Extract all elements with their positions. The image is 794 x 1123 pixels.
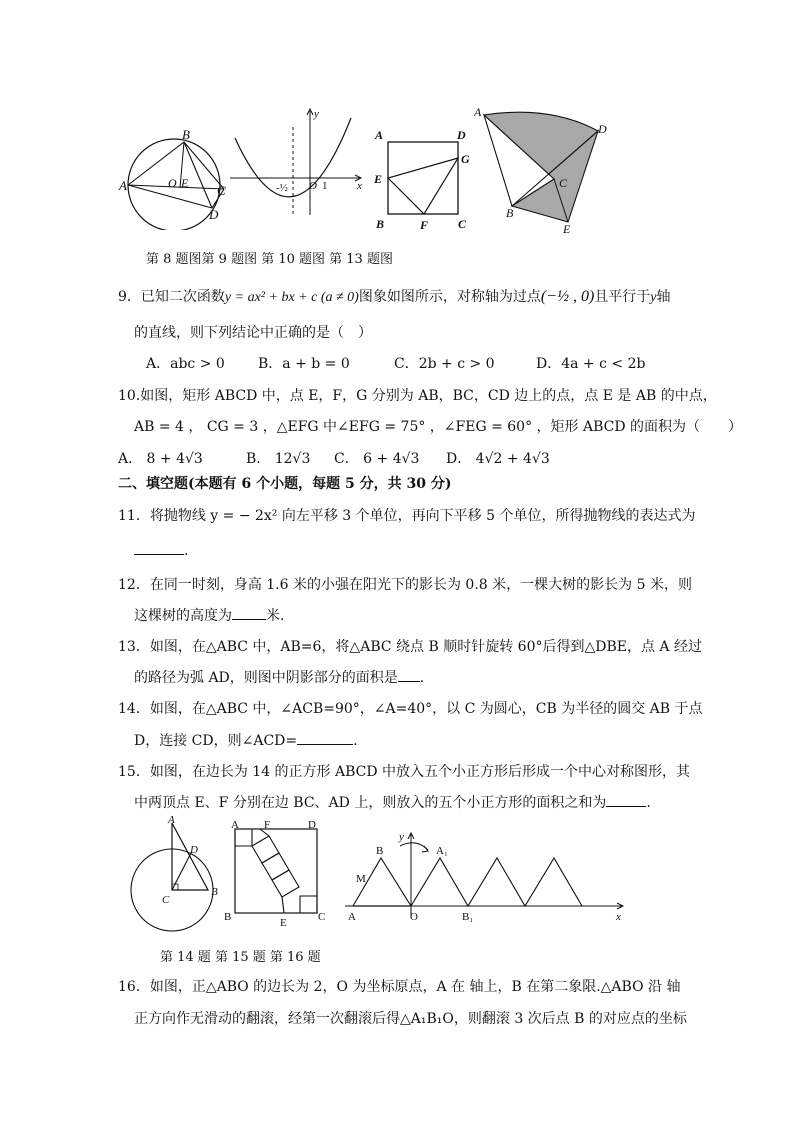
q16-line2: 正方向作无滑动的翻滚，经第一次翻滚后得△A₁B₁O，则翻滚 3 次后点 B 的对应点的坐标 — [134, 1011, 687, 1027]
fig16-label-B1: B₁ — [462, 911, 474, 923]
q9-line2: 的直线，则下列结论中正确的是（ ） — [134, 325, 372, 341]
q10-line2: AB = 4 ， CG = 3 ，△EFG 中∠EFG = 75° ，∠FEG = 60° ，矩形 ABCD 的面积为（ ） — [134, 419, 743, 435]
q9-option-a: A．abc > 0 — [146, 356, 225, 372]
fig16-label-A1: A₁ — [436, 845, 448, 857]
fig15-label-A: A — [231, 819, 239, 831]
q10-option-d: D． 4√2 + 4√3 — [446, 451, 550, 467]
q13-line1: 13．如图，在△ABC 中，AB=6，将△ABC 绕点 B 顺时针旋转 60°后得到△DBE，点 A 经过 — [118, 639, 702, 655]
q10-line1: 10.如图，矩形 ABCD 中，点 E，F，G 分别为 AB，BC，CD 边上的点，点 E 是 AB 的中点， — [118, 388, 717, 404]
fig8-label-E: E — [181, 176, 189, 190]
fig13-label-D: D — [598, 122, 607, 136]
fig10-label-C: C — [458, 217, 467, 231]
q15-line2: 中两顶点 E、F 分别在边 BC、AD 上，则放入的五个小正方形的面积之和为 . — [134, 795, 651, 811]
figure-16-rolling-triangle — [340, 828, 630, 923]
fig9-label-one: 1 — [322, 180, 328, 192]
fig14-label-B: B — [211, 886, 218, 898]
fig13-label-A: A — [474, 105, 482, 119]
fig14-label-D: D — [190, 844, 198, 856]
fig15-label-E: E — [280, 917, 287, 928]
fig9-label-origin: O — [309, 180, 317, 192]
section-2-heading: 二、填空题(本题有 6 个小题，每题 5 分，共 30 分) — [118, 476, 452, 492]
fig16-label-y: y — [399, 831, 404, 843]
figure-10-rectangle — [370, 128, 480, 233]
q9-option-d: D．4a + c < 2b — [536, 356, 646, 372]
caption-top-figures: 第 8 题图第 9 题图 第 10 题图 第 13 题图 — [146, 252, 393, 267]
fig10-label-F: F — [420, 218, 429, 232]
figure-8-circle — [118, 125, 230, 230]
figure-14-circle — [122, 815, 226, 935]
fig9-label-neg-half: -½ — [276, 182, 288, 194]
caption-bottom-figures: 第 14 题 第 15 题 第 16 题 — [160, 950, 321, 965]
fig16-label-B: B — [376, 845, 384, 857]
figure-9-parabola — [230, 105, 370, 220]
q16-line1: 16．如图，正△ABO 的边长为 2，O 为坐标原点，A 在 轴上，B 在第二象限.△ABO 沿 轴 — [118, 979, 681, 995]
q14-line2: D，连接 CD，则∠ACD= . — [134, 733, 358, 749]
figure-13-rotation — [470, 105, 620, 235]
fig10-label-E: E — [374, 172, 383, 186]
q10-option-a: A． 8 + 4√3 — [118, 451, 203, 467]
fig15-label-B: B — [224, 911, 232, 923]
q10-option-b: B． 12√3 — [246, 451, 311, 467]
fig8-label-A: A — [119, 178, 127, 193]
q9-line1: 9．已知二次函数y = ax² + bx + c (a ≠ 0)图象如图所示，对称轴为过点(−½ , 0)且平行于y轴 — [118, 288, 671, 305]
fig14-label-C: C — [162, 894, 170, 906]
fig8-label-B: B — [182, 127, 190, 142]
fig16-label-O: O — [410, 911, 418, 923]
fig15-label-D: D — [308, 819, 316, 831]
q12-line1: 12．在同一时刻，身高 1.6 米的小强在阳光下的影长为 0.8 米，一棵大树的影长为 5 米，则 — [118, 577, 692, 593]
q9-option-c: C．2b + c > 0 — [394, 356, 495, 372]
fig13-label-B: B — [506, 206, 514, 220]
fig8-label-D: D — [209, 207, 219, 222]
fig13-label-C: C — [559, 176, 568, 190]
fig9-label-y: y — [314, 108, 319, 120]
fig10-label-G: G — [461, 152, 470, 166]
fig8-label-O: O — [168, 176, 177, 190]
fig9-label-x: x — [357, 180, 362, 192]
fig16-label-x: x — [616, 911, 621, 923]
fig13-label-E: E — [563, 222, 571, 235]
fig15-label-C: C — [318, 911, 326, 923]
fig16-label-M: M — [356, 873, 366, 885]
q11-line2: . — [134, 542, 188, 559]
q14-line1: 14．如图，在△ABC 中，∠ACB=90°，∠A=40°，以 C 为圆心，CB 为半径的圆交 AB 于点 — [118, 701, 703, 717]
q11-line1: 11．将抛物线 y = − 2x² 向左平移 3 个单位，再向下平移 5 个单位，所得抛物线的表达式为 — [118, 508, 696, 524]
fig15-label-F: F — [264, 819, 271, 831]
fig14-label-A: A — [168, 815, 175, 826]
q12-line2: 这棵树的高度为 米． — [134, 608, 294, 624]
fig16-label-A: A — [348, 911, 356, 923]
q13-line2: 的路径为弧 AD，则图中阴影部分的面积是 . — [134, 670, 425, 686]
fig10-label-D: D — [457, 128, 466, 142]
q10-option-c: C． 6 + 4√3 — [334, 451, 420, 467]
fig10-label-A: A — [375, 128, 384, 142]
q15-line1: 15．如图，在边长为 14 的正方形 ABCD 中放入五个小正方形后形成一个中心对称图形，其 — [118, 764, 691, 780]
fig10-label-B: B — [376, 217, 385, 231]
q9-option-b: B．a + b = 0 — [258, 356, 350, 372]
fig8-label-C: C — [217, 183, 226, 198]
figure-15-squares — [224, 818, 330, 928]
